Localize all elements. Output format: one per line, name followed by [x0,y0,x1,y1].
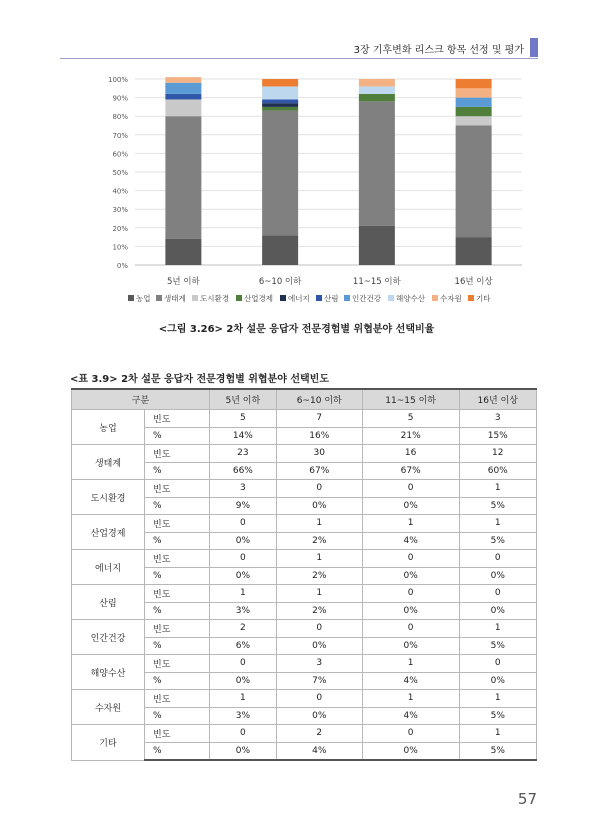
y-tick-label: 20% [112,224,128,233]
row-unit-freq: 빈도 [145,445,210,463]
chapter-title: 3장 기후변화 리스크 항목 선정 및 평가 [353,45,524,56]
bar-segment [456,98,492,107]
row-unit-pct: % [145,637,210,655]
freq-cell: 1 [362,515,459,533]
freq-cell: 3 [210,480,277,498]
bar-segment [262,86,298,99]
pct-cell: 16% [276,427,362,445]
pct-cell: 7% [276,672,362,690]
x-tick-label: 5년 이하 [167,277,200,287]
bar-segment [359,86,395,93]
y-tick-label: 90% [112,94,128,103]
pct-cell: 6% [210,637,277,655]
freq-cell: 2 [276,725,362,743]
bar-segment [359,94,395,101]
row-unit-pct: % [145,462,210,480]
header-col-4: 16년 이상 [459,389,537,410]
pct-cell: 3% [210,707,277,725]
freq-cell: 1 [362,655,459,673]
freq-cell: 5 [362,410,459,428]
legend-swatch [344,295,350,301]
freq-cell: 0 [362,620,459,638]
freq-cell: 1 [459,515,537,533]
freq-cell: 0 [459,550,537,568]
pct-cell: 0% [362,637,459,655]
row-unit-freq: 빈도 [145,515,210,533]
figure-caption: <그림 3.26> 2차 설문 응답자 전문경험별 위협분야 선택비율 [158,324,435,335]
pct-cell: 0% [459,567,537,585]
pct-cell: 67% [276,462,362,480]
pct-cell: 0% [362,742,459,760]
bar-segment [165,77,201,83]
freq-cell: 1 [459,725,537,743]
row-unit-freq: 빈도 [145,725,210,743]
legend-swatch [388,295,394,301]
pct-cell: 0% [276,707,362,725]
row-unit-freq: 빈도 [145,550,210,568]
freq-cell: 1 [276,550,362,568]
row-unit-freq: 빈도 [145,655,210,673]
legend-swatch [192,295,198,301]
pct-cell: 4% [362,532,459,550]
legend-label: 에너지 [288,294,310,303]
bar-segment [262,103,298,107]
freq-cell: 23 [210,445,277,463]
freq-cell: 30 [276,445,362,463]
freq-cell: 0 [210,515,277,533]
legend-label: 해양수산 [396,294,425,303]
bar-segment [359,79,395,86]
y-tick-label: 100% [107,76,128,84]
pct-cell: 5% [459,497,537,515]
freq-cell: 0 [210,655,277,673]
freq-cell: 0 [210,725,277,743]
table-row-freq [72,585,537,603]
bar-segment [262,99,298,103]
pct-cell: 0% [362,602,459,620]
freq-cell: 2 [210,620,277,638]
pct-cell: 0% [210,567,277,585]
header-col-3: 11~15 이하 [362,389,459,410]
pct-cell: 0% [362,567,459,585]
bar-segment [456,88,492,97]
pct-cell: 0% [459,672,537,690]
legend-swatch [316,295,322,301]
row-unit-pct: % [145,427,210,445]
legend-label: 생태계 [164,294,186,303]
header-category: 구분 [72,389,210,410]
pct-cell: 5% [459,742,537,760]
legend-label: 수자원 [440,294,462,303]
pct-cell: 2% [276,532,362,550]
bar-segment [165,99,201,116]
bar-segment [262,79,298,86]
legend-label: 기타 [476,294,491,303]
x-tick-label: 16년 이상 [454,277,493,287]
y-tick-label: 0% [116,262,128,270]
row-category: 농업 [72,410,145,445]
pct-cell: 0% [210,532,277,550]
legend-label: 산림 [324,294,339,303]
pct-cell: 0% [459,602,537,620]
pct-cell: 3% [210,602,277,620]
page-number: 57 [517,790,537,808]
y-tick-label: 50% [112,169,128,177]
pct-cell: 15% [459,427,537,445]
pct-cell: 4% [276,742,362,760]
row-category: 수자원 [72,690,145,725]
row-category: 도시환경 [72,480,145,515]
row-unit-freq: 빈도 [145,620,210,638]
table-row-freq [72,410,537,428]
freq-cell: 1 [210,585,277,603]
legend-swatch [128,295,134,301]
freq-cell: 1 [362,690,459,708]
freq-cell: 3 [459,410,537,428]
freq-cell: 0 [362,725,459,743]
legend-swatch [432,295,438,301]
row-unit-pct: % [145,567,210,585]
row-category: 산림 [72,585,145,620]
legend-label: 도시환경 [200,294,229,303]
y-tick-label: 30% [112,206,128,215]
pct-cell: 9% [210,497,277,515]
freq-cell: 16 [362,445,459,463]
header-col-2: 6~10 이하 [276,389,362,410]
freq-cell: 0 [362,585,459,603]
pct-cell: 0% [210,742,277,760]
legend-swatch [236,295,242,301]
freq-cell: 7 [276,410,362,428]
row-unit-pct: % [145,497,210,515]
freq-cell: 1 [459,480,537,498]
table-row-freq [72,725,537,743]
row-category: 생태계 [72,445,145,480]
bar-segment [359,226,395,265]
row-category: 인간건강 [72,620,145,655]
row-unit-pct: % [145,672,210,690]
x-tick-label: 6~10 이하 [258,277,302,287]
freq-cell: 1 [276,585,362,603]
row-category: 해양수산 [72,655,145,690]
freq-cell: 0 [459,655,537,673]
pct-cell: 0% [210,672,277,690]
bar-segment [165,83,201,94]
row-unit-freq: 빈도 [145,410,210,428]
row-category: 산업경제 [72,515,145,550]
y-tick-label: 60% [112,150,128,159]
pct-cell: 60% [459,462,537,480]
freq-cell: 3 [276,655,362,673]
row-unit-pct: % [145,742,210,760]
table-row-freq [72,445,537,463]
table-header-row [72,389,537,410]
freq-cell: 0 [276,480,362,498]
table-row-freq [72,515,537,533]
freq-cell: 0 [210,550,277,568]
freq-cell: 0 [459,585,537,603]
pct-cell: 4% [362,672,459,690]
bar-segment [456,107,492,116]
legend-swatch [280,295,286,301]
table-row-freq [72,655,537,673]
freq-cell: 1 [276,515,362,533]
pct-cell: 5% [459,707,537,725]
row-unit-freq: 빈도 [145,690,210,708]
freq-cell: 0 [362,480,459,498]
row-unit-freq: 빈도 [145,585,210,603]
pct-cell: 66% [210,462,277,480]
legend-swatch [468,295,474,301]
bar-segment [262,111,298,236]
y-tick-label: 80% [112,113,128,122]
legend-swatch [156,295,162,301]
table-title: <표 3.9> 2차 설문 응답자 전문경험별 위협분야 선택빈도 [70,374,330,385]
bar-segment [165,116,201,239]
freq-cell: 1 [210,690,277,708]
pct-cell: 67% [362,462,459,480]
row-unit-pct: % [145,707,210,725]
pct-cell: 14% [210,427,277,445]
freq-cell: 1 [459,690,537,708]
freq-cell: 0 [362,550,459,568]
freq-cell: 5 [210,410,277,428]
bar-segment [456,126,492,238]
x-tick-label: 11~15 이하 [352,277,401,287]
freq-cell: 0 [276,690,362,708]
row-category: 에너지 [72,550,145,585]
row-category: 기타 [72,725,145,761]
bar-segment [165,94,201,100]
pct-cell: 2% [276,602,362,620]
bar-segment [456,237,492,265]
row-unit-pct: % [145,532,210,550]
bar-segment [456,79,492,88]
freq-cell: 1 [459,620,537,638]
table-row-freq [72,480,537,498]
legend-label: 산업경제 [244,294,273,303]
y-tick-label: 70% [112,131,128,140]
y-tick-label: 40% [112,187,128,196]
pct-cell: 0% [276,637,362,655]
table-row-freq [72,620,537,638]
table-row-freq [72,550,537,568]
table-row-freq [72,690,537,708]
freq-cell: 12 [459,445,537,463]
bar-segment [165,239,201,265]
legend-label: 인간건강 [352,294,381,303]
bar-segment [359,101,395,226]
bar-segment [262,107,298,111]
table-body [72,410,537,761]
frequency-table [71,388,537,761]
pct-cell: 0% [362,497,459,515]
pct-cell: 4% [362,707,459,725]
pct-cell: 21% [362,427,459,445]
bar-segment [456,116,492,125]
y-tick-label: 10% [112,243,128,252]
pct-cell: 5% [459,637,537,655]
pct-cell: 2% [276,567,362,585]
row-unit-pct: % [145,602,210,620]
pct-cell: 0% [276,497,362,515]
pct-cell: 5% [459,532,537,550]
legend-label: 농업 [136,294,151,303]
header-col-1: 5년 이하 [210,389,277,410]
row-unit-freq: 빈도 [145,480,210,498]
freq-cell: 0 [276,620,362,638]
bar-segment [262,235,298,265]
stacked-bar-chart [0,0,593,320]
